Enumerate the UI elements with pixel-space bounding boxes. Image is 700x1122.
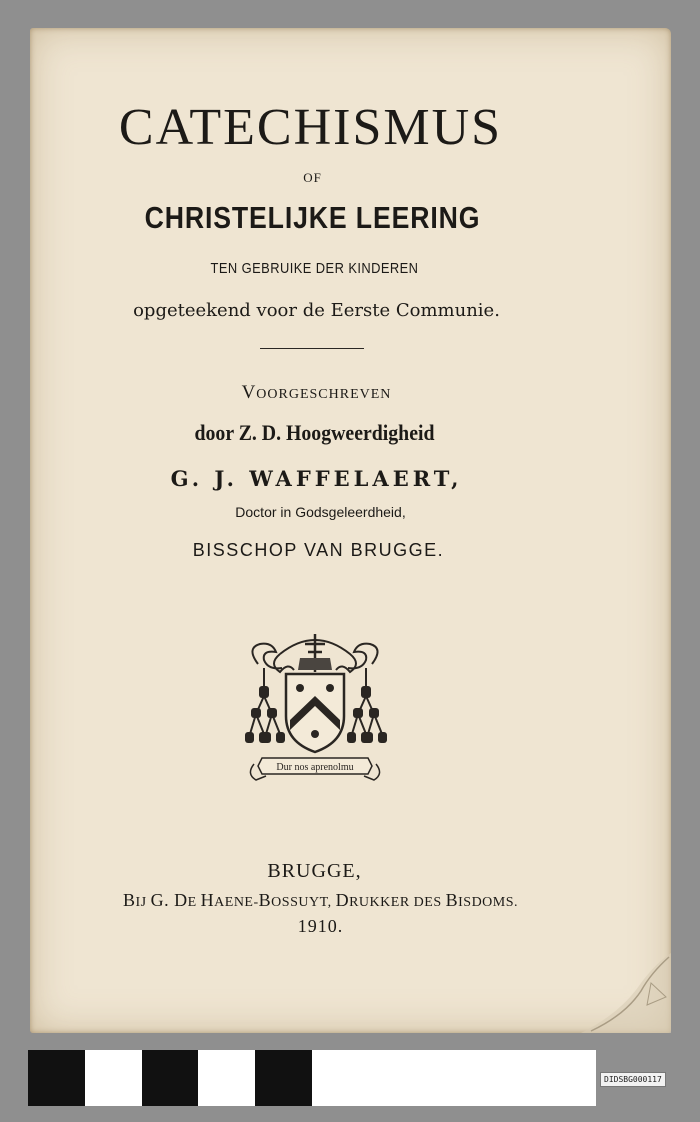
printer-part: RUKKER DES	[349, 895, 446, 910]
printer-part: G. D	[150, 890, 188, 910]
publication-year: 1910.	[297, 916, 344, 936]
printer-part: OSSUYT,	[271, 895, 336, 910]
printer-line	[0, 890, 641, 911]
printer-part: ISDOMS.	[458, 895, 519, 910]
printer-part: IJ	[135, 895, 151, 910]
scale-segment	[312, 1050, 369, 1106]
book-cover	[30, 28, 671, 1033]
book-subtitle: CHRISTELIJKE LEERING	[144, 200, 481, 235]
printer-part: D	[335, 890, 350, 910]
torn-corner	[581, 953, 671, 1033]
coat-of-arms-icon	[242, 624, 388, 788]
scale-segment	[198, 1050, 255, 1106]
usage-line: TEN GEBRUIKE DER KINDEREN	[210, 260, 419, 277]
prescribed-initial: V	[241, 382, 257, 403]
author-degree: Doctor in Godsgeleerdheid,	[235, 504, 406, 520]
first-communion-line: opgeteekend voor de Eerste Communie.	[133, 300, 500, 321]
printer-part: H	[200, 890, 215, 910]
motto-text: Dur nos aprenolmu	[276, 762, 354, 773]
scale-segment	[539, 1050, 596, 1106]
catalog-label: DIDSBG000117	[600, 1072, 666, 1087]
scale-segment	[142, 1050, 199, 1106]
author-office: BISSCHOP VAN BRUGGE.	[192, 540, 445, 560]
printer-part: B	[445, 890, 459, 910]
authority-line: door Z. D. Hoogweerdigheid	[194, 420, 435, 445]
prescribed-line	[0, 382, 637, 404]
scale-segment	[426, 1050, 483, 1106]
printer-part: B	[122, 890, 136, 910]
color-scale-bar	[28, 1050, 596, 1106]
publication-city: BRUGGE,	[267, 860, 362, 882]
book-title: CATECHISMUS	[118, 99, 503, 156]
prescribed-rest: OORGESCHREVEN	[256, 387, 392, 402]
scale-segment	[85, 1050, 142, 1106]
scale-segment	[482, 1050, 539, 1106]
printer-part: AENE-	[214, 895, 259, 910]
divider-rule	[260, 348, 364, 349]
scale-segment	[369, 1050, 426, 1106]
printer-part: E	[187, 895, 201, 910]
scale-segment	[255, 1050, 312, 1106]
title-conjunction: OF	[303, 170, 322, 185]
author-name: G. J. WAFFELAERT,	[170, 466, 463, 491]
scale-segment	[28, 1050, 85, 1106]
printer-part: B	[258, 890, 272, 910]
